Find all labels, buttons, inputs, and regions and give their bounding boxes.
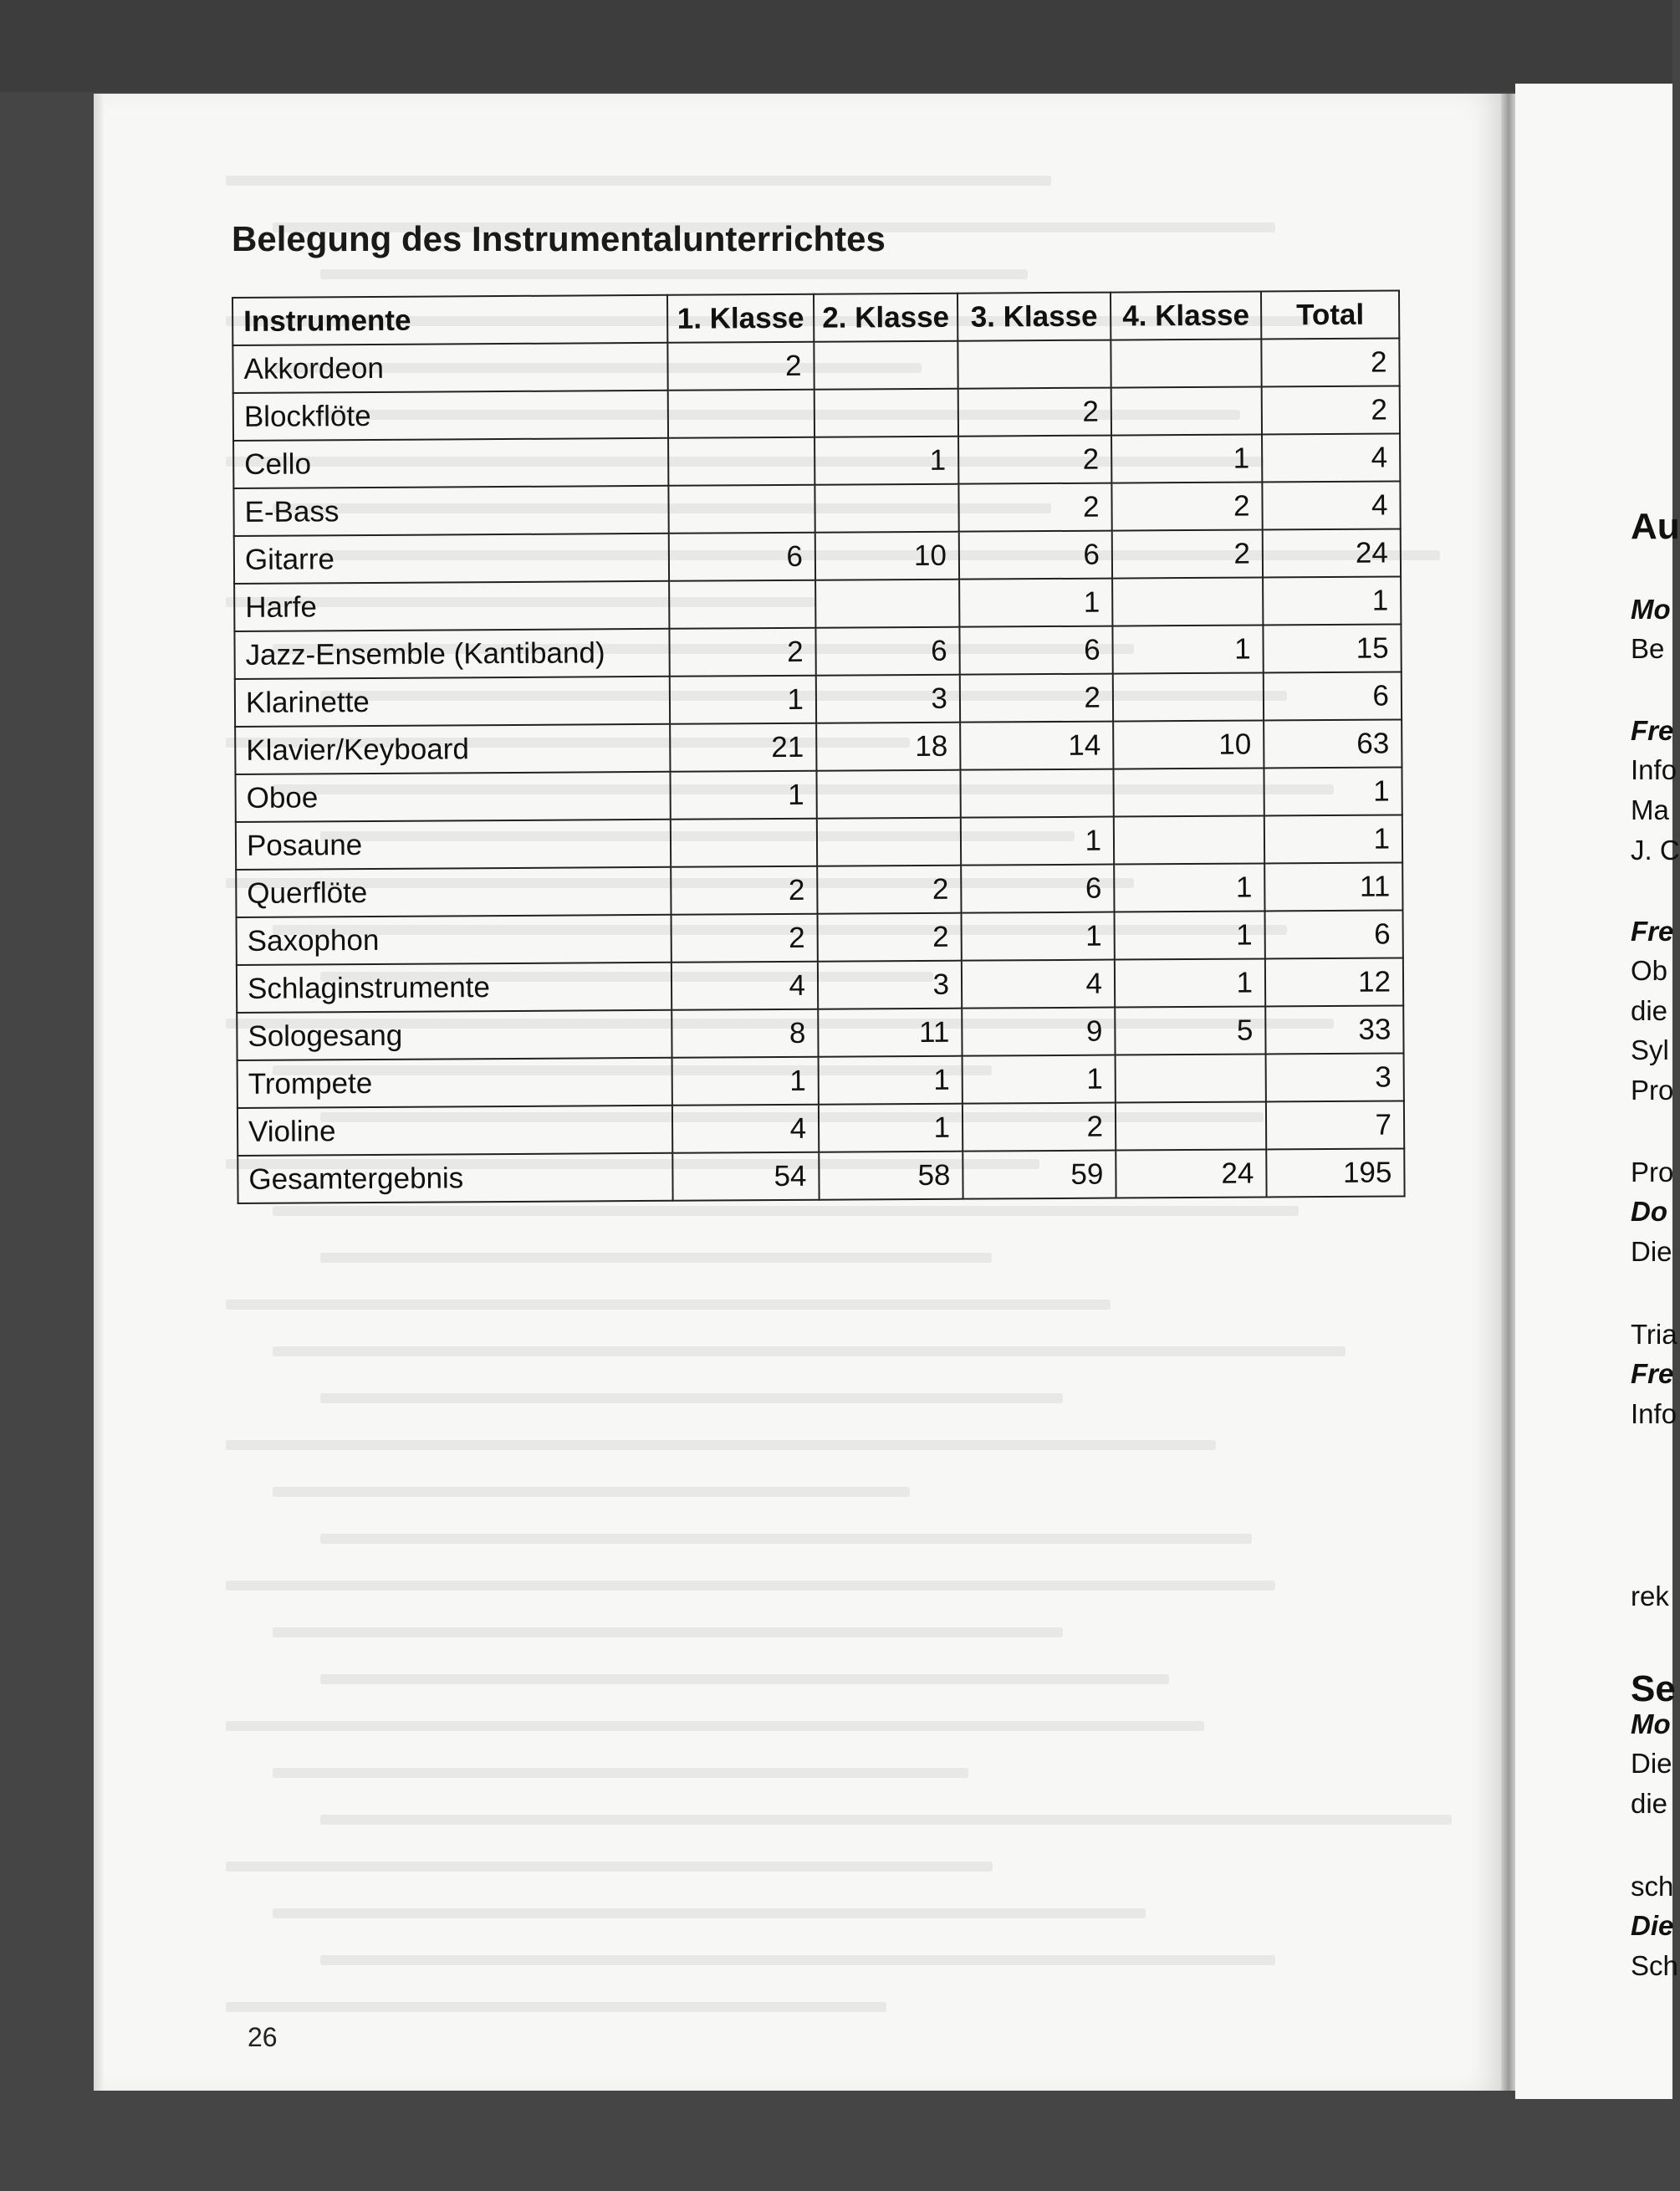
right-page-text-fragment: Info bbox=[1631, 754, 1677, 785]
right-page-heading-fragment: Se bbox=[1631, 1668, 1676, 1709]
right-page-text-fragment: Pro bbox=[1631, 1075, 1674, 1106]
right-page-text-fragment: Tria bbox=[1631, 1319, 1677, 1350]
table-header-row bbox=[232, 290, 1399, 345]
count-cell: 10 bbox=[1113, 720, 1264, 769]
instrument-cell: Sologesang bbox=[237, 1010, 671, 1060]
right-page-text-fragment: Die bbox=[1631, 1748, 1672, 1779]
column-header: Instrumente bbox=[232, 295, 667, 345]
count-cell: 59 bbox=[963, 1151, 1116, 1199]
count-cell: 24 bbox=[1263, 529, 1401, 577]
count-cell bbox=[815, 580, 959, 628]
instrument-cell: Cello bbox=[233, 438, 668, 488]
count-cell bbox=[668, 437, 814, 486]
table-row bbox=[237, 1005, 1403, 1060]
instrument-cell: Oboe bbox=[235, 772, 670, 822]
count-cell: 11 bbox=[818, 1009, 962, 1057]
right-page-text-fragment: die bbox=[1631, 1788, 1668, 1819]
right-page-text-fragment: Sch bbox=[1631, 1950, 1678, 1981]
instrument-cell: E-Bass bbox=[233, 486, 668, 536]
count-cell: 1 bbox=[1114, 863, 1264, 912]
count-cell bbox=[668, 485, 814, 534]
count-cell: 6 bbox=[959, 626, 1112, 675]
column-header: 3. Klasse bbox=[957, 293, 1111, 341]
right-page-text-fragment: Ma bbox=[1631, 794, 1669, 825]
right-page-subheading-fragment: Mo bbox=[1631, 594, 1671, 625]
right-page-subheading-fragment: Do bbox=[1631, 1196, 1667, 1227]
count-cell: 4 bbox=[1262, 433, 1400, 482]
instrument-table bbox=[232, 289, 1406, 1204]
instrument-cell: Posaune bbox=[236, 820, 671, 870]
right-page-subheading-fragment: Fre bbox=[1631, 715, 1674, 746]
count-cell: 24 bbox=[1116, 1149, 1266, 1198]
instrument-cell: Violine bbox=[237, 1106, 672, 1156]
page-title: Belegung des Instrumentalunterrichtes bbox=[232, 219, 886, 258]
right-page-subheading-fragment: Fre bbox=[1631, 1358, 1674, 1389]
count-cell: 1 bbox=[670, 771, 816, 820]
count-cell bbox=[814, 484, 958, 533]
right-page-text-fragment: J. C bbox=[1631, 835, 1680, 866]
count-cell: 14 bbox=[960, 722, 1113, 770]
instrument-cell: Querflöte bbox=[236, 867, 671, 917]
count-cell: 4 bbox=[671, 962, 818, 1010]
column-header: 4. Klasse bbox=[1111, 291, 1261, 340]
count-cell: 1 bbox=[1115, 911, 1265, 959]
count-cell: 6 bbox=[1265, 910, 1403, 958]
count-cell: 12 bbox=[1265, 958, 1403, 1006]
count-cell bbox=[814, 341, 957, 390]
count-cell bbox=[1114, 815, 1264, 864]
count-cell: 5 bbox=[1115, 1006, 1265, 1055]
count-cell: 1 bbox=[819, 1056, 963, 1105]
count-cell: 1 bbox=[1115, 958, 1265, 1007]
count-cell: 2 bbox=[669, 628, 815, 677]
count-cell: 1 bbox=[962, 912, 1115, 961]
table-row bbox=[233, 386, 1400, 441]
right-page-text-fragment: rek bbox=[1631, 1581, 1669, 1611]
count-cell bbox=[1113, 768, 1264, 816]
right-page-text-fragment: die bbox=[1631, 995, 1668, 1026]
count-cell: 58 bbox=[819, 1152, 963, 1200]
count-cell bbox=[1113, 672, 1264, 721]
table-row bbox=[234, 624, 1401, 679]
count-cell: 54 bbox=[672, 1152, 819, 1201]
count-cell: 6 bbox=[961, 865, 1114, 913]
count-cell: 21 bbox=[670, 723, 816, 772]
count-cell: 1 bbox=[959, 579, 1112, 627]
right-page-subheading-fragment: Die bbox=[1631, 1910, 1674, 1941]
count-cell bbox=[1116, 1054, 1266, 1102]
count-cell: 6 bbox=[669, 533, 815, 581]
count-cell: 2 bbox=[818, 913, 962, 962]
count-cell: 8 bbox=[671, 1009, 818, 1058]
right-page-subheading-fragment: Mo bbox=[1631, 1708, 1671, 1739]
count-cell: 1 bbox=[819, 1104, 963, 1152]
instrument-cell: Gitarre bbox=[234, 534, 669, 584]
column-header: 2. Klasse bbox=[814, 294, 957, 342]
page-edge bbox=[94, 94, 104, 2091]
count-cell: 3 bbox=[818, 961, 962, 1009]
table-row bbox=[235, 767, 1402, 822]
count-cell: 2 bbox=[1111, 482, 1262, 530]
count-cell bbox=[814, 389, 958, 437]
table-row bbox=[237, 958, 1403, 1013]
instrument-cell: Harfe bbox=[234, 581, 669, 631]
count-cell: 18 bbox=[816, 723, 960, 771]
count-cell: 1 bbox=[1111, 434, 1262, 483]
count-cell: 4 bbox=[672, 1105, 819, 1153]
count-cell: 63 bbox=[1264, 719, 1402, 768]
count-cell: 3 bbox=[816, 675, 960, 723]
table-body bbox=[232, 338, 1404, 1203]
count-cell: 1 bbox=[1112, 625, 1263, 673]
count-cell: 2 bbox=[958, 436, 1111, 484]
instrument-cell: Saxophon bbox=[237, 915, 671, 965]
count-cell: 6 bbox=[959, 531, 1112, 580]
count-cell: 9 bbox=[962, 1008, 1115, 1056]
table-row bbox=[237, 1101, 1404, 1156]
count-cell: 6 bbox=[815, 627, 959, 676]
count-cell: 4 bbox=[962, 960, 1115, 1009]
instrument-cell: Trompete bbox=[237, 1058, 672, 1108]
right-page-text-fragment: Die bbox=[1631, 1236, 1672, 1267]
count-cell: 2 bbox=[667, 342, 814, 391]
count-cell bbox=[816, 770, 960, 819]
count-cell: 3 bbox=[1266, 1053, 1404, 1101]
instrument-cell: Blockflöte bbox=[233, 391, 668, 441]
count-cell: 33 bbox=[1265, 1005, 1403, 1054]
total-row bbox=[237, 1148, 1404, 1203]
count-cell: 2 bbox=[1261, 338, 1399, 386]
right-page-heading-fragment: Au bbox=[1631, 506, 1680, 547]
table-row bbox=[232, 338, 1399, 393]
right-page-text-fragment: Pro bbox=[1631, 1157, 1674, 1187]
right-page-subheading-fragment: Fre bbox=[1631, 916, 1674, 947]
count-cell: 195 bbox=[1266, 1148, 1404, 1197]
right-page-text-fragment: Info bbox=[1631, 1398, 1677, 1429]
right-page-fragments bbox=[1631, 0, 1680, 2191]
right-page-text-fragment: Ob bbox=[1631, 955, 1668, 986]
count-cell: 1 bbox=[672, 1057, 819, 1106]
instrument-cell: Klarinette bbox=[235, 677, 670, 727]
count-cell: 1 bbox=[1264, 767, 1402, 815]
count-cell: 1 bbox=[961, 817, 1114, 866]
table-row bbox=[234, 576, 1401, 631]
instrument-cell: Klavier/Keyboard bbox=[235, 724, 670, 774]
count-cell: 2 bbox=[958, 483, 1111, 532]
count-cell bbox=[1112, 577, 1263, 626]
count-cell: 11 bbox=[1264, 862, 1402, 911]
table-row bbox=[237, 910, 1403, 965]
count-cell: 2 bbox=[1112, 529, 1263, 578]
instrument-cell: Gesamtergebnis bbox=[237, 1153, 672, 1203]
count-cell: 2 bbox=[960, 674, 1113, 723]
right-page-text-fragment: Syl bbox=[1631, 1034, 1669, 1065]
count-cell: 1 bbox=[963, 1055, 1116, 1104]
table-row bbox=[235, 719, 1402, 774]
count-cell bbox=[671, 819, 817, 867]
count-cell bbox=[817, 818, 961, 866]
table-row bbox=[236, 815, 1402, 870]
count-cell: 4 bbox=[1262, 481, 1400, 529]
table-row bbox=[236, 862, 1402, 917]
count-cell: 1 bbox=[814, 437, 958, 485]
count-cell bbox=[669, 580, 815, 629]
count-cell bbox=[668, 390, 814, 438]
instrument-cell: Jazz-Ensemble (Kantiband) bbox=[234, 629, 669, 679]
scanner-background bbox=[0, 0, 1672, 92]
count-cell: 15 bbox=[1263, 624, 1401, 672]
count-cell: 6 bbox=[1264, 672, 1402, 720]
count-cell bbox=[1111, 339, 1261, 387]
instrument-cell: Schlaginstrumente bbox=[237, 963, 671, 1013]
count-cell: 10 bbox=[815, 532, 959, 580]
count-cell: 2 bbox=[671, 866, 817, 915]
count-cell: 2 bbox=[963, 1103, 1116, 1152]
count-cell: 1 bbox=[1263, 576, 1401, 625]
table-row bbox=[235, 672, 1402, 727]
count-cell bbox=[960, 769, 1113, 818]
count-cell bbox=[957, 340, 1111, 389]
count-cell: 2 bbox=[1262, 386, 1400, 434]
table-row bbox=[233, 433, 1400, 488]
count-cell bbox=[1116, 1101, 1266, 1150]
column-header: Total bbox=[1261, 290, 1399, 339]
count-cell: 7 bbox=[1266, 1101, 1404, 1149]
table-row bbox=[234, 529, 1401, 584]
count-cell: 2 bbox=[958, 388, 1111, 437]
right-page-text-fragment: sch bbox=[1631, 1871, 1674, 1902]
count-cell: 1 bbox=[670, 676, 816, 724]
count-cell bbox=[1111, 386, 1262, 435]
count-cell: 2 bbox=[671, 914, 818, 963]
page-number: 26 bbox=[248, 2022, 278, 2052]
count-cell: 1 bbox=[1264, 815, 1402, 863]
table-row bbox=[237, 1053, 1404, 1108]
instrument-cell: Akkordeon bbox=[232, 343, 667, 393]
right-page-text-fragment: Be bbox=[1631, 633, 1665, 664]
table-row bbox=[233, 481, 1400, 536]
column-header: 1. Klasse bbox=[667, 294, 814, 343]
count-cell: 2 bbox=[817, 866, 961, 914]
book-gutter bbox=[1501, 94, 1516, 2091]
